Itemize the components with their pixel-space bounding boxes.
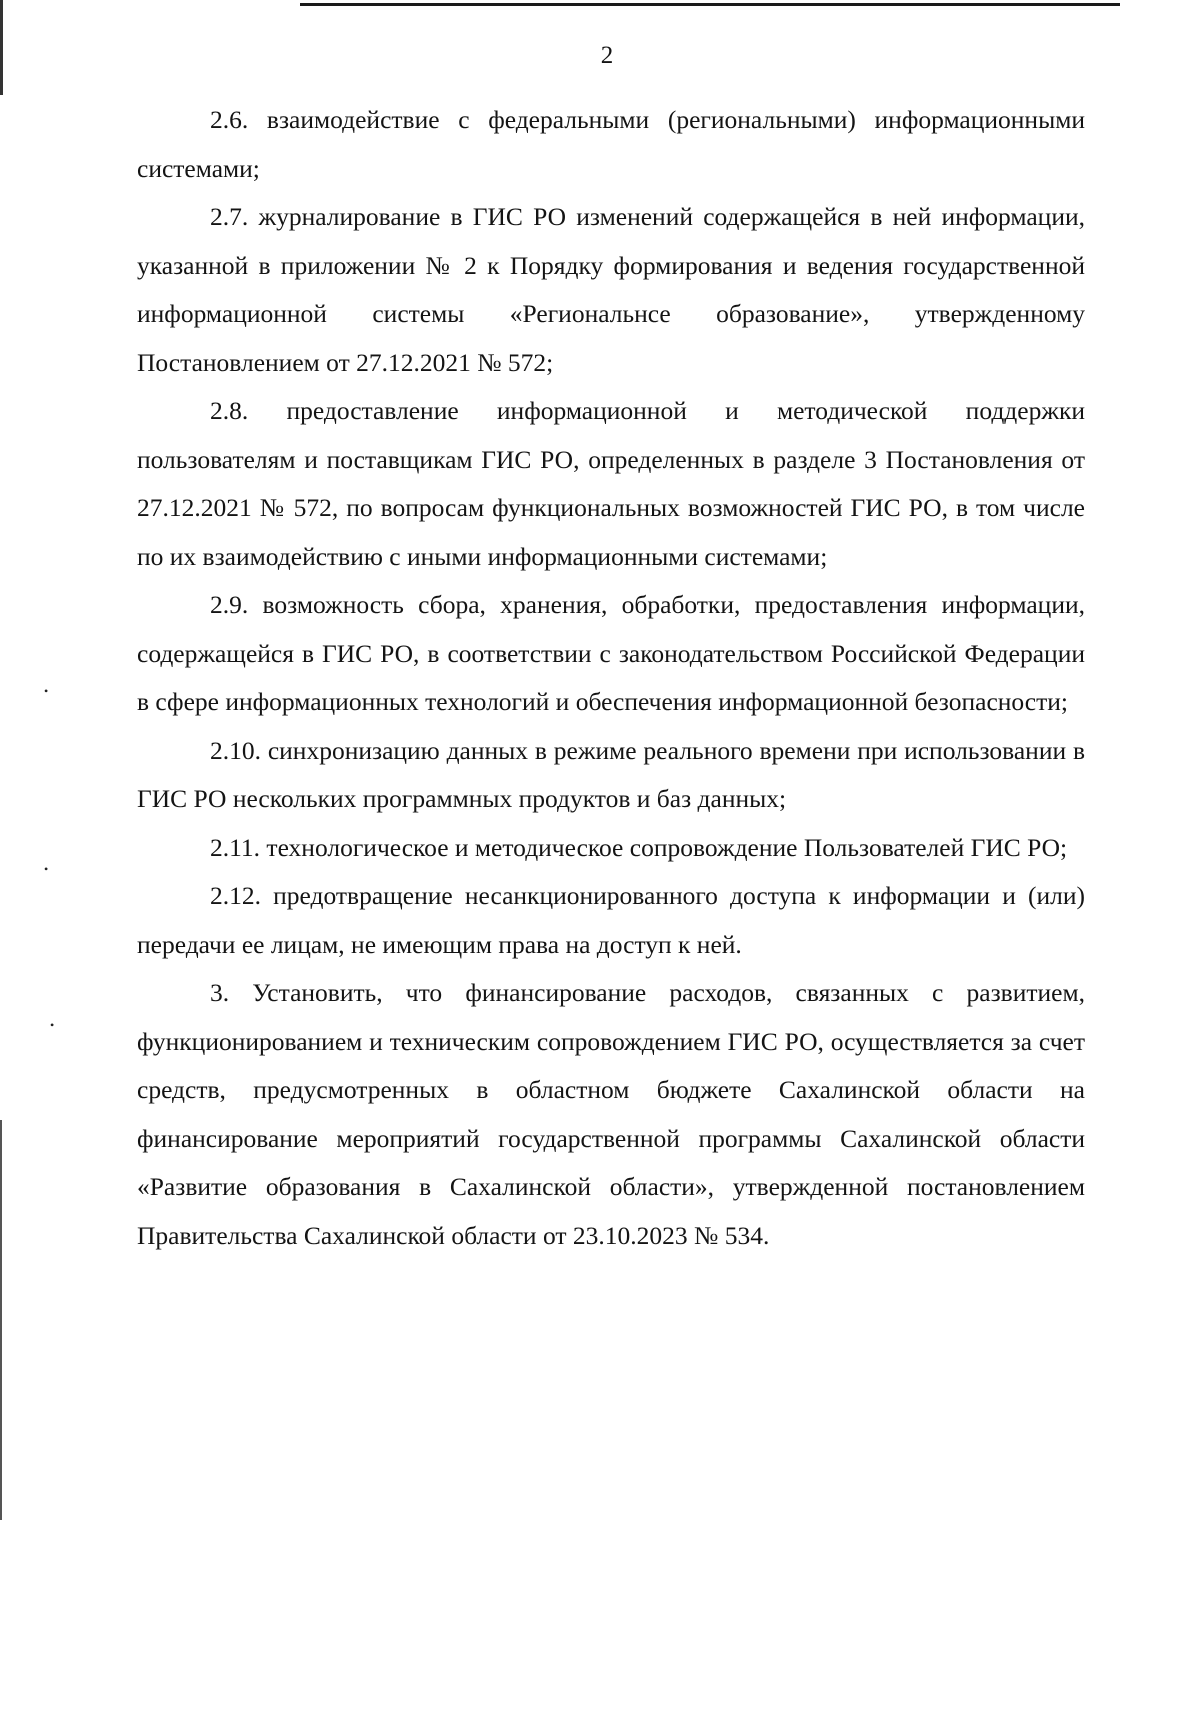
- document-body: [137, 96, 1085, 1260]
- paragraph-3: 3. Установить, что финансирование расходов, связанных с развитием, функционированием и техническим сопровождением ГИС РО, осуществляется за счет средств, предусмотренных в областном бюджете Сахалинской области на финансирование мероприятий государственной программы Сахалинской области «Развитие образования в Сахалинской области», утвержденной постановлением Правительства Сахалинской области от 23.10.2023 № 534.: [137, 978, 1085, 1250]
- top-scan-rule: [300, 3, 1120, 6]
- paragraph-2-11: 2.11. технологическое и методическое сопровождение Пользователей ГИС РО;: [210, 832, 1068, 862]
- scan-speck: •: [50, 1018, 55, 1032]
- page-number: 2: [600, 42, 614, 69]
- paragraph-2-9: 2.9. возможность сбора, хранения, обработки, предоставления информации, содержащейся в ГИС РО, в соответствии с законодательством Российской Федерации в сфере информационных технологий и обеспечения информационной безопасности;: [137, 590, 1085, 716]
- paragraph-2-6: 2.6. взаимодействие с федеральными (региональными) информационными системами;: [137, 105, 1085, 183]
- paragraph-2-8: 2.8. предоставление информационной и методической поддержки пользователям и поставщикам ГИС РО, определенных в разделе 3 Постановления от 27.12.2021 № 572, по вопросам функциональных возможностей ГИС РО, в том числе по их взаимодействию с иными информационными системами;: [137, 396, 1085, 571]
- scan-speck: •: [44, 684, 49, 698]
- paragraph-2-12: 2.12. предотвращение несанкционированного доступа к информации и (или) передачи ее лицам, не имеющим права на доступ к ней.: [137, 881, 1085, 959]
- left-scan-edge-bottom: [0, 1120, 2, 1520]
- scan-speck: •: [44, 862, 49, 876]
- paragraph-2-10: 2.10. синхронизацию данных в режиме реального времени при использовании в ГИС РО нескольких программных продуктов и баз данных;: [137, 735, 1085, 813]
- paragraph-2-7: 2.7. журналирование в ГИС РО изменений содержащейся в ней информации, указанной в приложении № 2 к Порядку формирования и ведения государственной информационной системы «Региональнсе образование», утвержденному Постановлением от 27.12.2021 № 572;: [137, 202, 1085, 377]
